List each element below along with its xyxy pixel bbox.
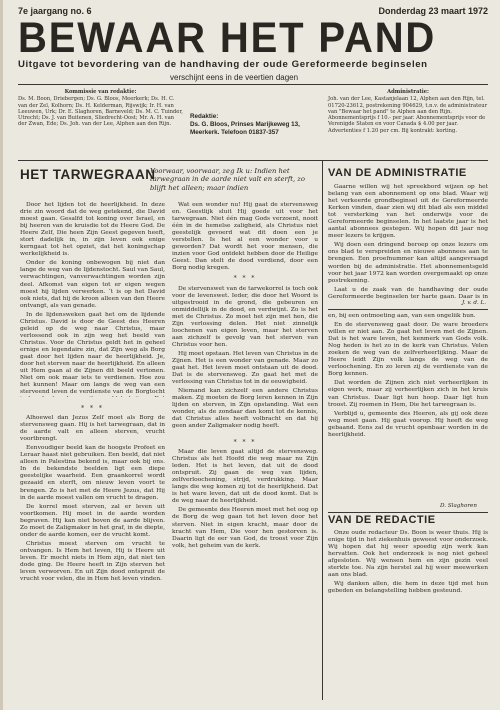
paragraph: Verblijd u, gemeente des Heeren, als gij ook deze weg moet gaan. Hij gaat voorop. Hij heeft de weg gebaand. Eens zal de vrucht openbaar worden in de heerlijkheid. bbox=[328, 410, 488, 438]
boxes-rule bbox=[18, 160, 488, 161]
redactie-box bbox=[190, 113, 315, 137]
section-separator: * * * bbox=[233, 439, 257, 446]
paragraph: en, bij een ontmoeting aan, van een ongeliik hun. bbox=[328, 313, 476, 319]
commissie-text: Ds. M. Boon, Driebergen; Ds. G. Bloos, Meerkerk; Ds. H. C. van der Zel, Kolhorn; Ds. H. Kelderman, Rijswijk; Ir. H. van Leeuwen, Urk; Dr. E. Slaghoren, Barneveld; Ds. M. C. Tuinder, Utrecht; Ds. J. van Buitenen, Sliedrecht-Oost; Mr. A. H. van der Zwan, Ede; Ds. Joh. van der Lee, Alphen aan den Rijn. bbox=[18, 96, 183, 128]
administratie-text: Joh. van der Lee, Kastanjelaan 12, Alphen aan den Rijn, tel. 01720-23612, postrekening 904629, t.n.v. de administrateur van "Bewaar het pand" te Alphen aan den Rijn. Abonnementsprijs f 10.- per jaar. Abonnementsprijs voor de Verenigde Staten en voor Canada $ 4.00 per jaar. Advertenties f 1.20 per cm. Bij kontrakt: korting. bbox=[328, 96, 488, 134]
redactie-article-body bbox=[328, 530, 488, 700]
section-separator: * * * bbox=[81, 405, 104, 412]
administratie-box bbox=[328, 89, 488, 134]
paragraph: Maar die leven gaat altijd de stervensweg. Christus als het Hoofd die weg maar nu Zijn leden. Het is het leven, dat uit de dood ontspruit. Zij gaan de weg van lijden, zelfverloochening, strijd, verdrukking. Maar langs die weg komen zij tot de heerlijkheid. Dat is het ware leven, dat uit de dood komt. Dat is de weg naar de heerlijkheid. bbox=[172, 449, 318, 505]
paragraph: Niemand kan zichzelf een andere Christus maken. Zij moeten de Borg leren kennen in Zijn lijden en sterven, in Zijn opstanding. Wat een wonder, als de zondaar dan komt tot de kennis, dat Christus alles heeft volbracht en dat hij geen ander Zaligmaker nodig heeft. bbox=[172, 388, 318, 430]
paragraph: Gaarne willen wij het spreekbord wijzen op het belang van een abonnement op ons blad. Waar wij het verkeerde grondbeginsel uit de Gereformeerde Kerken vinden, daar zien wij dit blad als een middel tot versterking van het onderwijs voor de Gereformeerde beginselen. In het laatste jaar is het aantal abonnees gestegen. Wij hopen dit jaar nog meer lezers te krijgen. bbox=[328, 184, 488, 240]
paragraph: Dat worden de Zijnen zich niet verheerlijken in eigen werk, maar zij verheerlijken zich in het kruis van Christus. Daar ligt hun hoop. Daar ligt hun troost. Zij roemen in Hem, Die het tarwegraan is. bbox=[328, 380, 488, 408]
article-heading: HET TARWEGRAAN bbox=[20, 167, 156, 182]
commissie-box bbox=[18, 89, 183, 128]
paragraph: De stervenswet van de tarwekorrel is toch ook voor de levenswet. Ieder, die door het Woord is uitgestrooid in de grond, die gebeuren en onmiddellijk in de dood, en verdwijnt. Zo is het met de Christus. Zo moet het zijn met hen, die Zijn verlossing delen. Het niet zinnelijk loochenen van eigen leven, maar het sterven aan zichzelf is gevolg van het sterven van Christus voor hen. bbox=[172, 285, 318, 348]
redactie-line2: Meerkerk. Telefoon 01837-357 bbox=[190, 129, 279, 136]
redactie-label: Redaktie: bbox=[190, 113, 219, 120]
redactie-line1: Ds. G. Bloos, Prinses Marijkeweg 13, bbox=[190, 121, 300, 128]
article-col2b bbox=[172, 436, 318, 700]
administratie-heading: Administratie: bbox=[387, 89, 429, 95]
paragraph: En de stervensweg gaat door. De ware broeders willen er niet aan. Zo gaat het leven met de Zijnen. Dat is het ware leven, het kenmerk van Gods volk. Nog heden is het zo in de kerk van Christus. Velen zoeken de weg van de zelfverheerlijking. Maar de Heere leidt Zijn volk langs de weg van de verloochening. En zo leren zij de verdienste van de Borg kennen. bbox=[328, 322, 488, 378]
paragraph: Eenvoudiger beeld kan de hoogste Profeet en Leraar haast niet gebruiken. Een beeld, dat niet alleen in Palestina bekend is, maar ook bij ons. In de bekendste beelden ligt een diepe geestelijke waarheid. Een graankorrel wordt gezaaid en sterft, om nieuw leven voort te brengen. Zo is het met de Heere Jezus, dat Hij in de aarde moest vallen om vrucht te dragen. bbox=[20, 445, 165, 501]
right-rule-1 bbox=[328, 309, 488, 310]
paragraph: Alhoewel dan Jezus Zelf moet als Borg de stervensweg gaan. Hij is het tarwegraan, dat in de aarde valt en alleen sterven, vrucht voortbrengt. bbox=[20, 415, 165, 443]
signature-1: J. v. d. L. bbox=[462, 300, 487, 306]
commissie-heading: Kommissie van redaktie: bbox=[64, 89, 137, 95]
masthead-subtitle: Uitgave tot bevordering van de handhaving der oude Gereformeerde beginselen bbox=[18, 59, 428, 70]
paragraph: Wij doen een dringend beroep op onze lezers om ons blad te verspreiden en nieuwe abonnees aan te brengen. Een proefnummer kan altijd aangevraagd worden bij de administratie. Het abonnementsgeld voor het jaar 1972 kan worden overgemaakt op onze postrekening. bbox=[328, 242, 488, 284]
redactie-article-heading: VAN DE REDACTIE bbox=[328, 514, 436, 526]
paragraph: Onder de koning onbewogen bij niet dan lange de weg van de lijdenstocht. Saul van Saul, verwachtingen, vanverwachtingen worden zijn deel. Afkomst van eigen tot er eigen wegen moest hij lijden verwerken. ‘t is op het David ook niets, dat hij de kroon alleen van den Heere ontvangt, als van genade. bbox=[20, 260, 165, 309]
article-col1 bbox=[20, 202, 165, 397]
issue-date: Donderdag 23 maart 1972 bbox=[378, 6, 488, 16]
signature-2: D. Slaghoren bbox=[440, 503, 477, 509]
paragraph: De gemeente des Heeren moet met het oog op de Borg de weg gaan tot het leven door het sterven. Niet in eigen kracht, maar door de kracht van Hem, Die voor hen gestorven is. Daarin ligt de eer van God, de troost voor Zijn volk, het geheim van de kerk. bbox=[172, 507, 318, 549]
paragraph: Wat een wonder nu! Hij gaat de stervensweg en. Geestlijk sluit Hij goede uit voor het tarwegraan. Niet één mag Gods verzoent, nooit één in de hemelse zaligheid, als Christus niet geestelijk gevoerd wat dit doen een je verstellen. Is het al een wonder voor u geworden? Dat wordt het voor mensen, die inzien voor God ontdekt hebben door de Heilige Geest. Dan stelt de dood verdiend, door een Borg nodig kregen. bbox=[172, 202, 318, 272]
paragraph: Onze oude redacteur Ds. Boon is weer thuis. Hij is enige tijd in het ziekenhuis geweest voor onderzoek. Wij hopen dat hij weer spoedig zijn werk kan hervatten. Ook het onderzoek is nog niet geheel afgesloten. Wij wensen hem en zijn gezin veel sterkte toe. Na zijn herstel zal hij weer meewerken aan ons blad. bbox=[328, 530, 488, 579]
paragraph: Wij danken allen, die hem in deze tijd met hun gebeden en belangstelling hebben gesteund. bbox=[328, 581, 488, 595]
paragraph: De korrel moet sterven, zal er leven uit voortkomen. Hij moet in de aarde worden begraven. Hij kan niet boven de aarde blijven. Zo moet de Zaligmaker in het graf, in de diepte, onder de aarde komen, eer de vrucht komt. bbox=[20, 503, 165, 538]
column-divider bbox=[322, 160, 323, 700]
right-rule-2 bbox=[328, 512, 488, 513]
header-rule bbox=[18, 84, 488, 85]
administratie-article-heading: VAN DE ADMINISTRATIE bbox=[328, 167, 467, 179]
paragraph: Christus moest sterven om vrucht te ontvangen. Is Hem het leven, Hij is Heere uit leven. Er mocht niets in Hem zijn, dat niet ten dode ging. De Heere heeft in Zijn sterven het leven verworven. En uit Zijn dood ontspruit de vrucht voor velen, die in Hem het leven vinden. bbox=[20, 540, 165, 583]
paragraph: Laat u de zaak van de handhaving der oude Gereformeerde beginselen ter harte gaan. Daar is in bbox=[328, 286, 488, 300]
article-col1b bbox=[20, 402, 165, 700]
publication-frequency: verschijnt eens in de veertien dagen bbox=[170, 73, 299, 82]
page-edge bbox=[0, 0, 3, 710]
article-quote: Voorwaar, voorwaar, zeg Ik u: Indien het tarwegraan in de aarde niet valt en sterft, zo blijft het alleen; maar indien bbox=[150, 167, 305, 192]
paragraph: In de lijdensweken gaat het om de lijdende Christus. David is door de Geest des Heeren geleid op de weg naar Christus, maar verlossend ook in zijn weg het beeld van Christus. Voor de Christus geldt het in geheel ernige en legendaire zin, dat Zijn weg als Borg gaat door het lijden naar de heerlijkheid. Je, door het sterven naar de heerlijkheid. En alleen uit Hem gaan al de Zijnen dit beeld vertonen. Niet om ook maar iets te verdienen. Hoe zou het kunnen! Maar om langs de weg van een sterveend leven de verdienste van de Borgtocht bbox=[20, 311, 165, 396]
masthead-title: BEWAAR HET PAND bbox=[18, 14, 437, 62]
section-separator: * * * bbox=[233, 275, 257, 283]
volume-number: 7e jaargang no. 6 bbox=[18, 6, 92, 16]
article-col2 bbox=[172, 202, 318, 432]
paragraph: Hij moet opstaan. Het leven van Christus in de Zijnen. Het is een wonder van genade. Maar zo gaat het. Het leven moet ontstaan uit de dood. Dat is de stervensweg. Zo gaat het met de verlossing van Christus tot in de eeuwigheid. bbox=[172, 350, 318, 386]
right-col-continuation bbox=[328, 313, 488, 501]
administratie-article-body bbox=[328, 184, 488, 300]
paragraph: Door het lijden tot de heerlijkheid. In deze drie zin woord dat de weg getekend, die David moest gaan. Gesalfd tot koning over Israel, en bij heeren van de kruisdie tot de Heere God. De Heere Zelf, Die heen Zijn Geest gegeven heeft, stort dadelijk in, in zijn leven ook enige kerngaat tot het opziet, dat het koningschap werkelijkheid is. bbox=[20, 202, 165, 258]
